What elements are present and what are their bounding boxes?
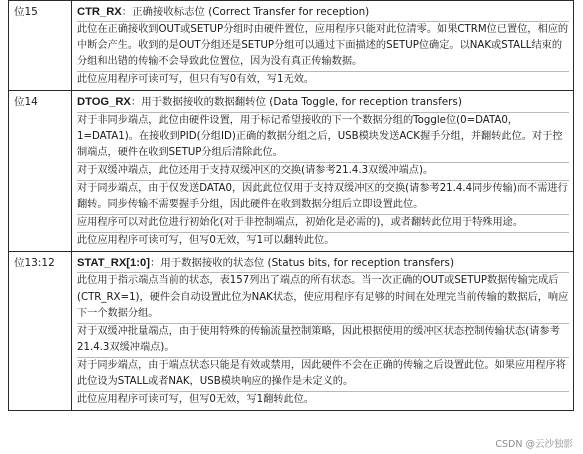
field-title: ：正确接收标志位 (Correct Transfer for reception) (121, 6, 370, 18)
description-paragraph: 此位应用程序可读可写，但写0无效，写1可以翻转此位。 (77, 235, 335, 247)
table-row (9, 1, 574, 91)
description-paragraph: 此位应用程序可读可写，但写0无效，写1翻转此位。 (77, 394, 315, 406)
bit-description (72, 91, 574, 252)
bit-description (72, 1, 574, 91)
description-paragraph: 对于双缓冲批量端点，由于使用特殊的传输流量控制策略，因此根据使用的缓冲区状态控制传输状态(请参考21.4.3双缓冲端点)。 (77, 325, 560, 353)
description-paragraph: 此位在正确接收到OUT或SETUP分组时由硬件置位，应用程序只能对此位清零。如果CTRM位已置位，相应的中断会产生。收到的是OUT分组还是SETUP分组可以通过下面描述的SETUP位确定。以NAK或STALL结束的分组和出错的传输不会导致此位置位，因为没有真正传输数据。 (77, 24, 569, 68)
field-heading (77, 4, 569, 20)
description-paragraph: 对于同步端点，由于端点状态只能是有效或禁用，因此硬件不会在正确的传输之后设置此位。如果应用程序将此位设为STALL或者NAK，USB模块响应的操作是未定义的。 (77, 359, 566, 387)
description-paragraph: 对于同步端点，由于仅发送DATA0，因此此位仅用于支持双缓冲区的交换(请参考21.4.4同步传输)而不需进行翻转。同步传输不需要握手分组，因此硬件在收到数据分组后立即设置此位。 (77, 182, 568, 211)
bit-description (72, 252, 574, 411)
field-name: STAT_RX[1:0] (77, 257, 150, 270)
table-row (9, 91, 574, 252)
bit-position: 位13:12 (9, 252, 72, 411)
field-heading (77, 94, 569, 110)
description-paragraph: 应用程序可以对此位进行初始化(对于非控制端点，初始化是必需的)，或者翻转此位用于特殊用途。 (77, 217, 524, 229)
field-name: DTOG_RX (77, 96, 131, 109)
register-bit-table (8, 0, 574, 411)
table-row (9, 252, 574, 411)
description-paragraph: 对于非同步端点，此位由硬件设置，用于标记希望接收的下一个数据分组的Toggle位(0=DATA0，1=DATA1)。在接收到PID(分组ID)正确的数据分组之后，USB模块发送ACK握手分组，并翻转此位。对于控制端点，硬件在收到SETUP分组后清除此位。 (77, 114, 563, 158)
description-paragraph: 对于双缓冲端点，此位还用于支持双缓冲区的交换(请参考21.4.3双缓冲端点)。 (77, 164, 434, 176)
field-name: CTR_RX (77, 6, 122, 18)
field-heading (77, 255, 569, 271)
description-paragraph: 此位用于指示端点当前的状态，表157列出了端点的所有状态。当一次正确的OUT或SETUP数据传输完成后(CTR_RX=1)，硬件会自动设置此位为NAK状态，使应用程序有足够的时间在处理完当前传输的数据后，响应下一个数据分组。 (77, 275, 569, 319)
description-paragraph: 此位应用程序可读可写，但只有写0有效，写1无效。 (77, 74, 315, 86)
bit-position: 位15 (9, 1, 72, 91)
bit-position: 位14 (9, 91, 72, 252)
field-title: ：用于数据接收的数据翻转位 (Data Toggle, for reception transfers) (130, 96, 462, 109)
watermark: CSDN @云沙独影 (495, 439, 573, 450)
field-title: ：用于数据接收的状态位 (Status bits, for reception transfers) (149, 257, 455, 270)
